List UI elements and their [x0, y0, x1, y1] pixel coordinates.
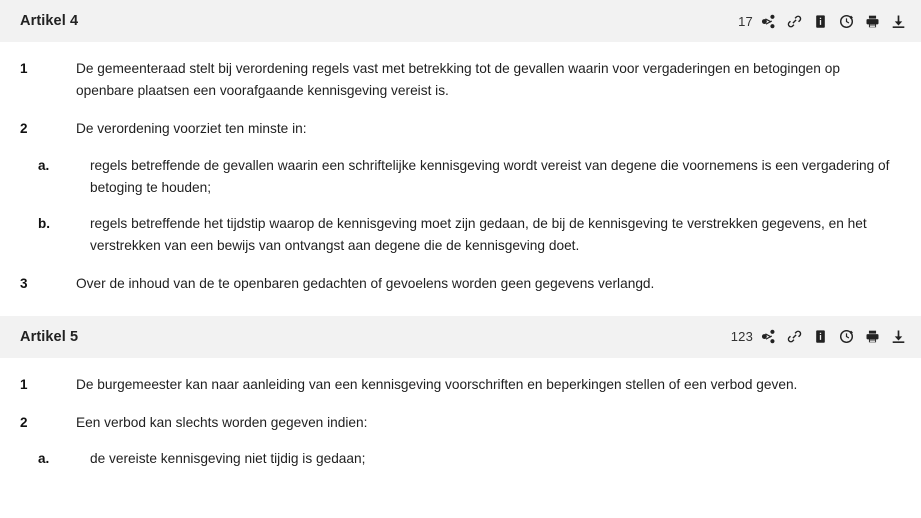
download-icon[interactable]	[890, 13, 907, 30]
info-icon[interactable]	[812, 328, 829, 345]
print-icon[interactable]	[864, 13, 881, 30]
article-toolbar	[731, 328, 907, 345]
paragraph-text: De gemeenteraad stelt bij verordening regels vast met betrekking tot de gevallen waarin voor vergaderingen en betogingen op openbare plaatsen een voorafgaande kennisgeving vereist is.	[76, 61, 840, 99]
print-icon[interactable]	[864, 328, 881, 345]
history-icon[interactable]	[838, 13, 855, 30]
download-icon[interactable]	[890, 328, 907, 345]
paragraph-text: de vereiste kennisgeving niet tijdig is gedaan;	[90, 450, 366, 466]
paragraph	[0, 273, 921, 295]
paragraph	[0, 374, 921, 396]
share-icon[interactable]	[760, 328, 777, 345]
article-header	[0, 316, 921, 358]
section-divider	[0, 296, 921, 316]
paragraph	[0, 58, 921, 102]
paragraph-text: De burgemeester kan naar aanleiding van een kennisgeving voorschriften en beperkingen stellen of een verbod geven.	[76, 376, 798, 392]
page-bottom-spacer	[0, 470, 921, 476]
paragraph	[0, 155, 921, 199]
paragraph-number: 2	[20, 121, 28, 137]
paragraph-text: regels betreffende de gevallen waarin een schriftelijke kennisgeving wordt vereist van degene die voornemens is een vergadering of betoging te houden;	[90, 157, 890, 195]
paragraph-text: De verordening voorziet ten minste in:	[76, 121, 307, 137]
paragraph	[0, 213, 921, 257]
info-icon[interactable]	[812, 13, 829, 30]
history-icon[interactable]	[838, 328, 855, 345]
paragraph	[0, 412, 921, 434]
paragraph-text: Over de inhoud van de te openbaren gedachten of gevoelens worden geen gegevens verlangd.	[76, 276, 655, 292]
link-icon[interactable]	[786, 328, 803, 345]
paragraph-number: 2	[20, 414, 28, 430]
article-body	[0, 374, 921, 471]
paragraph-number: 1	[20, 61, 28, 76]
article-body	[0, 58, 921, 296]
article-header	[0, 0, 921, 42]
paragraph-number: a.	[38, 157, 50, 173]
page-title: Artikel 4	[20, 13, 79, 29]
paragraph	[0, 448, 921, 470]
page-title: Artikel 5	[20, 328, 79, 345]
paragraph-number: a.	[38, 450, 50, 466]
share-count: 123	[730, 329, 753, 344]
paragraph-number: 3	[20, 276, 28, 292]
article-section	[0, 316, 921, 471]
paragraph-number: 1	[20, 376, 28, 392]
paragraph-text: regels betreffende het tijdstip waarop de kennisgeving moet zijn gedaan, de bij de kennisgeving te verstrekken gegevens, en het verstrekken van een bewijs van ontvangst aan degene die de kennisgeving doet.	[90, 215, 867, 254]
link-icon[interactable]	[786, 13, 803, 30]
article-toolbar	[738, 13, 907, 30]
paragraph	[0, 118, 921, 140]
paragraph-number: b.	[38, 215, 50, 231]
share-count: 17	[738, 13, 753, 29]
share-icon[interactable]	[760, 13, 777, 30]
paragraph-text: Een verbod kan slechts worden gegeven indien:	[76, 414, 368, 430]
